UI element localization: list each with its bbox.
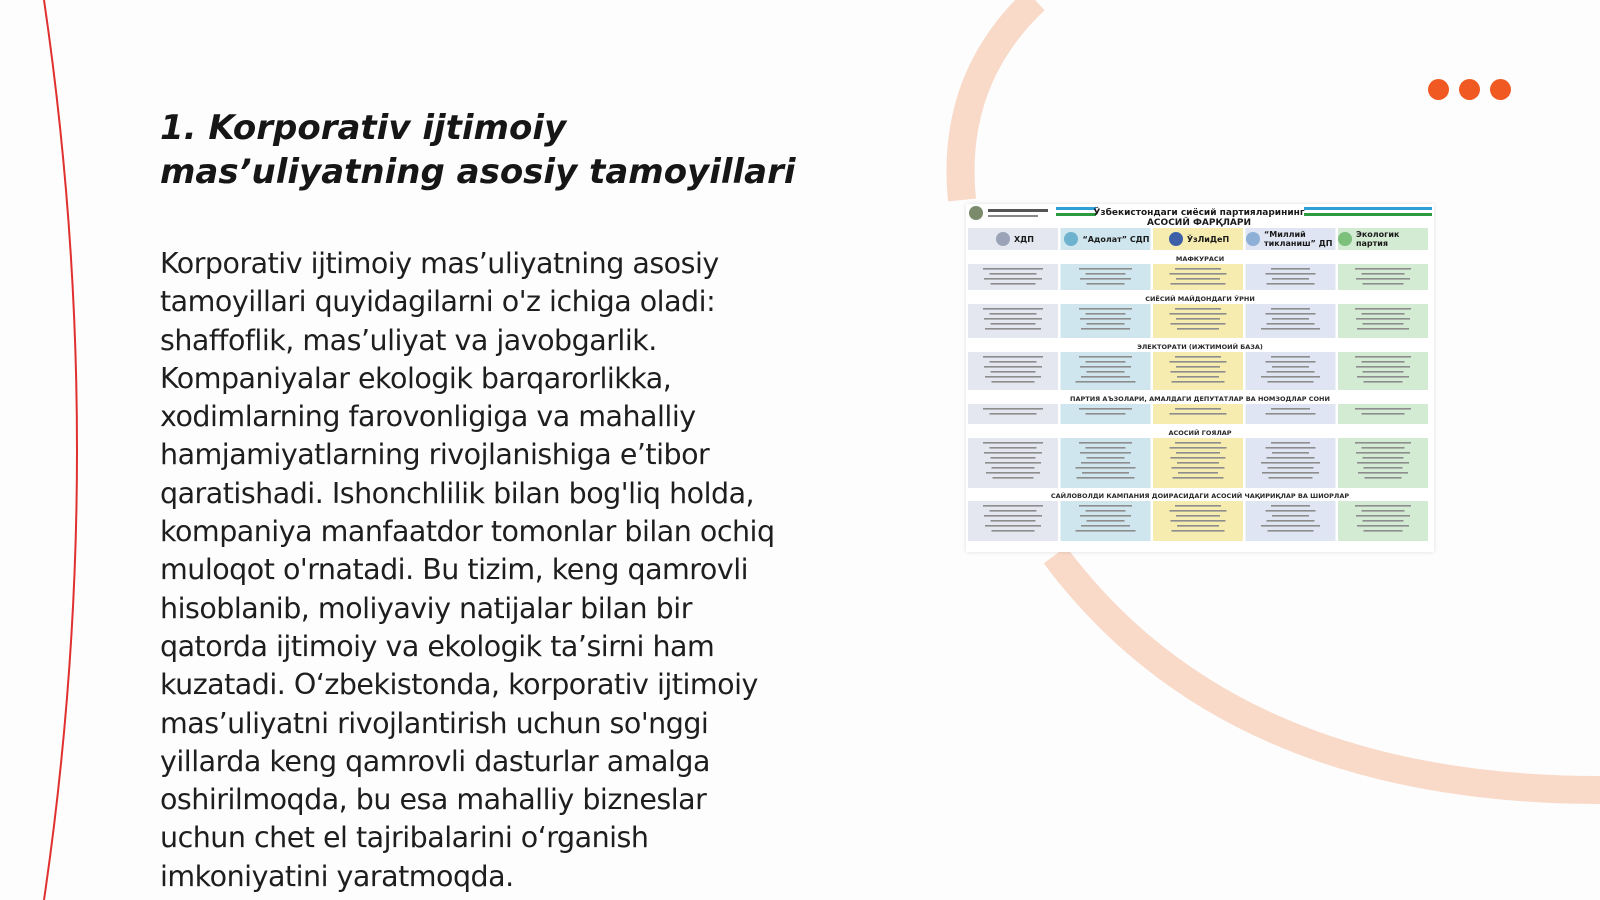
dots-menu-icon xyxy=(1428,79,1511,101)
infographic-cell xyxy=(1153,264,1243,290)
infographic-text-line xyxy=(983,356,1043,358)
infographic-text-line xyxy=(1087,371,1125,373)
infographic-text-line xyxy=(1086,273,1126,275)
infographic-text-line xyxy=(1080,318,1131,320)
party-name: ЎзЛиДеП xyxy=(1186,234,1230,244)
infographic-text-line xyxy=(1271,308,1310,310)
infographic-text-line xyxy=(1364,530,1403,532)
infographic-text-line xyxy=(1355,442,1411,444)
infographic-text-line xyxy=(1268,530,1314,532)
infographic-text-line xyxy=(1266,447,1316,449)
infographic-text-line xyxy=(990,361,1037,363)
infographic-text-line xyxy=(1358,472,1408,474)
infographic-text-line xyxy=(1272,278,1309,280)
infographic-text-line xyxy=(1171,283,1226,285)
infographic-text-line xyxy=(1261,525,1320,527)
logo-text-line xyxy=(988,209,1048,212)
infographic-text-line xyxy=(1175,356,1221,358)
infographic-text-line xyxy=(1173,477,1224,479)
dot xyxy=(1459,79,1480,100)
infographic-text-line xyxy=(984,515,1042,517)
infographic-text-line xyxy=(1081,462,1130,464)
infographic-text-line xyxy=(1269,477,1313,479)
infographic-title-line1: Ўзбекистондаги сиёсий партияларининг xyxy=(1093,208,1305,218)
infographic-text-line xyxy=(1271,268,1310,270)
infographic-text-line xyxy=(1176,318,1220,320)
infographic-text-line xyxy=(1080,452,1131,454)
party-name: Экологик партия xyxy=(1356,230,1400,248)
infographic-title xyxy=(1054,208,1344,228)
infographic-text-line xyxy=(1362,510,1405,512)
infographic-text-line xyxy=(1175,408,1221,410)
infographic-text-line xyxy=(1356,515,1410,517)
infographic-text-line xyxy=(1172,467,1225,469)
infographic-text-line xyxy=(1267,457,1315,459)
infographic-text-line xyxy=(985,328,1041,330)
infographic-section-label: ЭЛЕКТОРАТИ (ИЖТИМОИЙ БАЗА) xyxy=(1137,343,1263,351)
infographic-text-line xyxy=(1079,356,1132,358)
infographic-text-line xyxy=(984,278,1042,280)
infographic-text-line xyxy=(986,472,1040,474)
infographic-text-line xyxy=(1267,283,1315,285)
infographic-text-line xyxy=(1271,505,1310,507)
infographic-text-line xyxy=(1086,361,1126,363)
infographic-text-line xyxy=(1271,356,1310,358)
infographic-text-line xyxy=(1363,283,1404,285)
logo-text-line xyxy=(988,215,1038,217)
infographic-text-line xyxy=(993,477,1034,479)
infographic-text-line xyxy=(991,371,1036,373)
slide-body-text: Korporativ ijtimoiy mas’uliyatning asosiy tamoyillari quyidagilarni o'z ichiga oladi: shaffoflik, mas’uliyat va javobgarlik. Kompaniyalar ekologik barqarorlikka, xodimlarning farovonligiga va mahalliy hamjamiyatlarning rivojlanishiga e’tibor qaratishadi. Ishonchlilik bilan bog'liq holda, kompaniya manfaatdor tomonlar bilan ochiq muloqot o'rnatadi. Bu tizim, keng qamrovli hisoblanib, moliyaviy natijalar bilan bir qatorda ijtimoiy va ekologik ta’sirni ham kuzatadi. O‘zbekistonda, korporativ ijtimoiy mas’uliyatni rivojlantirish uchun so'nggi yillarda keng qamrovli dasturlar amalga oshirilmoqda, bu esa mahalliy bizneslar uchun chet el tajribalarini o‘rganish imkoniyatini yaratmoqda. xyxy=(160,247,775,893)
infographic-text-line xyxy=(1272,366,1309,368)
infographic-text-line xyxy=(1170,361,1227,363)
infographic-text-line xyxy=(1079,442,1132,444)
infographic-text-line xyxy=(1175,308,1221,310)
infographic-text-line xyxy=(1170,313,1227,315)
infographic-section-label: ПАРТИЯ АЪЗОЛАРИ, АМАЛДАГИ ДЕПУТАТЛАР ВА НОМЗОДЛАР СОНИ xyxy=(1070,395,1330,403)
infographic-text-line xyxy=(984,318,1042,320)
emblem-icon xyxy=(969,206,983,220)
infographic-text-line xyxy=(983,268,1043,270)
infographic-text-line xyxy=(1170,413,1227,415)
infographic-text-line xyxy=(1268,381,1314,383)
party-name: “Адолат” СДП xyxy=(1082,234,1150,244)
infographic-text-line xyxy=(1176,452,1220,454)
infographic-text-line xyxy=(1355,408,1411,410)
party-logo-icon xyxy=(1064,232,1078,246)
infographic-text-line xyxy=(991,323,1036,325)
infographic-text-line xyxy=(1355,505,1411,507)
infographic-text-line xyxy=(1080,366,1131,368)
party-logo-icon xyxy=(1169,232,1183,246)
party-logo-icon xyxy=(1338,232,1352,246)
infographic-text-line xyxy=(1175,268,1221,270)
party-name: ХДП xyxy=(1014,234,1034,244)
infographic-text-line xyxy=(1177,462,1219,464)
infographic-section-label: АСОСИЙ ГОЯЛАР xyxy=(1168,429,1232,437)
infographic-text-line xyxy=(1171,520,1226,522)
infographic-text-line xyxy=(983,308,1043,310)
infographic-text-line xyxy=(1272,515,1309,517)
infographic-text-line xyxy=(1356,366,1410,368)
infographic-text-line xyxy=(1087,283,1125,285)
infographic-section-label: САЙЛОВОЛДИ КАМПАНИЯ ДОИРАСИДАГИ АСОСИЙ ЧАҚИРИҚЛАР ВА ШИОРЛАР xyxy=(1050,492,1350,500)
infographic-text-line xyxy=(1267,371,1315,373)
infographic-text-line xyxy=(1170,447,1227,449)
infographic-text-line xyxy=(990,510,1037,512)
infographic-text-line xyxy=(1362,313,1405,315)
infographic-text-line xyxy=(992,530,1035,532)
infographic-text-line xyxy=(1356,278,1410,280)
infographic-text-line xyxy=(1363,520,1404,522)
infographic-text-line xyxy=(1076,381,1136,383)
infographic-title-line2: АСОСИЙ ФАРҚЛАРИ xyxy=(1146,218,1252,228)
infographic-text-line xyxy=(1355,356,1411,358)
peach-arc xyxy=(961,0,1035,200)
infographic-text-line xyxy=(985,462,1041,464)
infographic-cell xyxy=(1338,264,1428,290)
infographic-text-line xyxy=(1172,381,1225,383)
dot xyxy=(1428,79,1449,100)
infographic-text-line xyxy=(1086,447,1126,449)
infographic-section-label: МАФКУРАСИ xyxy=(1175,255,1225,263)
infographic-text-line xyxy=(1261,328,1320,330)
infographic-cell xyxy=(1246,264,1336,290)
infographic-text-line xyxy=(1357,328,1409,330)
infographic-text-line xyxy=(1261,376,1320,378)
infographic-text-line xyxy=(1272,452,1309,454)
infographic-text-line xyxy=(1266,273,1316,275)
infographic-text-line xyxy=(1177,525,1219,527)
infographic-text-line xyxy=(991,457,1036,459)
party-header-3 xyxy=(1154,229,1244,249)
infographic-text-line xyxy=(1268,467,1314,469)
infographic-text-line xyxy=(1267,323,1315,325)
infographic-text-line xyxy=(1363,323,1404,325)
infographic-text-line xyxy=(1262,472,1319,474)
infographic-text-line xyxy=(1171,457,1226,459)
infographic-text-line xyxy=(1357,525,1409,527)
infographic-text-line xyxy=(1171,323,1226,325)
infographic-text-line xyxy=(1082,472,1129,474)
infographic-text-line xyxy=(1363,371,1404,373)
infographic-text-line xyxy=(1177,376,1219,378)
infographic-text-line xyxy=(1086,313,1126,315)
infographic-text-line xyxy=(1266,313,1316,315)
infographic-text-line xyxy=(1355,268,1411,270)
infographic-text-line xyxy=(1087,457,1125,459)
infographic-text-line xyxy=(1176,515,1220,517)
slide-title: 1. Korporativ ijtimoiy mas’uliyatning asosiy tamoyillari xyxy=(160,108,796,192)
party-header-5 xyxy=(1338,229,1428,249)
infographic-text-line xyxy=(1087,323,1125,325)
infographic-text-line xyxy=(1357,462,1409,464)
infographic-text-line xyxy=(1081,328,1130,330)
infographic-text-line xyxy=(1356,318,1410,320)
infographic-text-line xyxy=(1261,462,1320,464)
infographic-text-line xyxy=(990,313,1037,315)
infographic-text-line xyxy=(1266,361,1316,363)
infographic-text-line xyxy=(984,366,1042,368)
infographic-text-line xyxy=(1170,510,1227,512)
infographic-text-line xyxy=(1081,525,1130,527)
infographic-text-line xyxy=(985,376,1041,378)
infographic-text-line xyxy=(1079,268,1132,270)
infographic-text-line xyxy=(1077,477,1135,479)
infographic-section-label: СИЁСИЙ МАЙДОНДАГИ ЎРНИ xyxy=(1145,295,1255,303)
infographic-text-line xyxy=(990,413,1037,415)
infographic-text-line xyxy=(1087,520,1125,522)
infographic-text-line xyxy=(1362,447,1405,449)
infographic-text-line xyxy=(1267,520,1315,522)
infographic-text-line xyxy=(1266,413,1316,415)
infographic-text-line xyxy=(1086,510,1126,512)
party-header-1 xyxy=(970,229,1060,249)
infographic-text-line xyxy=(1176,366,1220,368)
infographic-text-line xyxy=(992,467,1035,469)
party-header-2 xyxy=(1062,229,1152,249)
infographic-text-line xyxy=(1080,278,1131,280)
peach-arc-lower xyxy=(1055,555,1600,790)
infographic-text-line xyxy=(1362,273,1405,275)
infographic-text-line xyxy=(1175,505,1221,507)
infographic-text-line xyxy=(1177,328,1219,330)
infographic-text-line xyxy=(1170,273,1227,275)
infographic-text-line xyxy=(984,452,1042,454)
party-logo-icon xyxy=(1246,232,1260,246)
infographic-cell xyxy=(968,264,1058,290)
infographic-text-line xyxy=(1080,515,1131,517)
infographic-text-line xyxy=(1086,413,1126,415)
infographic-text-line xyxy=(1364,467,1403,469)
infographic-text-line xyxy=(983,408,1043,410)
infographic-text-line xyxy=(1178,472,1218,474)
infographic-text-line xyxy=(1271,442,1310,444)
infographic-text-line xyxy=(1076,530,1136,532)
infographic-text-line xyxy=(1363,457,1404,459)
infographic-text-line xyxy=(1364,381,1403,383)
infographic-text-line xyxy=(1266,510,1316,512)
infographic-text-line xyxy=(1175,442,1221,444)
infographic-text-line xyxy=(1172,530,1225,532)
infographic-text-line xyxy=(985,525,1041,527)
dot xyxy=(1490,79,1511,100)
party-name: “Миллий тикланиш” ДП xyxy=(1264,230,1333,248)
infographic-text-line xyxy=(1365,477,1402,479)
infographic-image xyxy=(966,204,1434,552)
infographic-text-line xyxy=(1171,371,1226,373)
infographic-text-line xyxy=(1079,308,1132,310)
infographic-text-line xyxy=(1272,318,1309,320)
infographic-text-line xyxy=(1362,413,1405,415)
infographic-text-line xyxy=(991,520,1036,522)
infographic-text-line xyxy=(992,381,1035,383)
infographic-text-line xyxy=(1076,467,1136,469)
infographic-text-line xyxy=(1081,376,1130,378)
infographic-text-line xyxy=(990,273,1037,275)
infographic-text-line xyxy=(1079,505,1132,507)
infographic-text-line xyxy=(1362,361,1405,363)
infographic-text-line xyxy=(1271,408,1310,410)
infographic-text-line xyxy=(1356,452,1410,454)
infographic-text-line xyxy=(1079,408,1132,410)
infographic-text-line xyxy=(990,447,1037,449)
infographic-text-line xyxy=(1355,308,1411,310)
party-logo-icon xyxy=(996,232,1010,246)
infographic-text-line xyxy=(1176,278,1220,280)
party-header-4 xyxy=(1246,229,1336,249)
infographic-text-line xyxy=(991,283,1036,285)
infographic-text-line xyxy=(983,442,1043,444)
infographic-text-line xyxy=(983,505,1043,507)
left-red-curve xyxy=(44,0,77,900)
infographic-text-line xyxy=(1357,376,1409,378)
infographic-cell xyxy=(1061,264,1151,290)
